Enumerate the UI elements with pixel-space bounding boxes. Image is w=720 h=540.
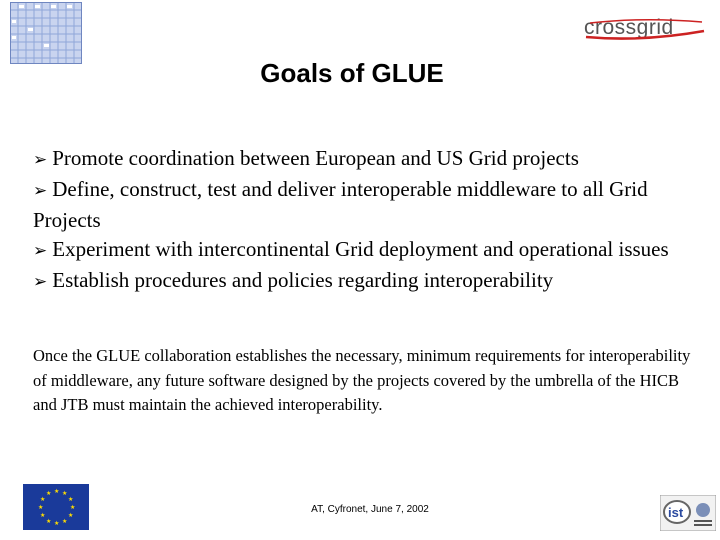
bullet-item: ➢ Establish procedures and policies regarding interoperability [33,266,693,297]
bullet-item: ➢ Promote coordination between European and US Grid projects [33,144,693,175]
ist-logo-text: ist [668,505,684,520]
svg-text:★: ★ [46,490,52,497]
svg-text:★: ★ [62,490,68,497]
arrow-bullet-icon: ➢ [33,241,48,261]
svg-text:★: ★ [46,518,52,525]
crossgrid-logo-text: crossgrid [584,16,674,39]
arrow-bullet-icon: ➢ [33,181,48,201]
svg-text:★: ★ [70,504,76,511]
crossgrid-logo [582,13,708,43]
svg-text:★: ★ [68,512,74,519]
grid-logo [10,2,82,64]
ist-logo [660,495,716,531]
svg-text:★: ★ [54,520,60,527]
svg-text:★: ★ [68,496,74,503]
bullet-item: ➢ Define, construct, test and deliver interoperable middleware to all Grid Projects [33,177,648,232]
body-paragraph: Once the GLUE collaboration establishes the necessary, minimum requirements for interoperability of middleware, any future software designed by the projects covered by the umbrella of the HICB and JTB must maintain the achieved interoperability. [33,346,691,414]
svg-text:★: ★ [38,504,44,511]
bullet-list [33,144,693,297]
svg-text:★: ★ [40,496,46,503]
slide-title: Goals of GLUE [260,58,444,88]
svg-text:★: ★ [54,488,60,495]
bullet-item: ➢ Experiment with intercontinental Grid deployment and operational issues [33,235,693,266]
slide-footer: AT, Cyfronet, June 7, 2002 [311,504,429,515]
arrow-bullet-icon: ➢ [33,150,48,170]
svg-text:★: ★ [40,512,46,519]
arrow-bullet-icon: ➢ [33,272,48,292]
svg-text:★: ★ [62,518,68,525]
